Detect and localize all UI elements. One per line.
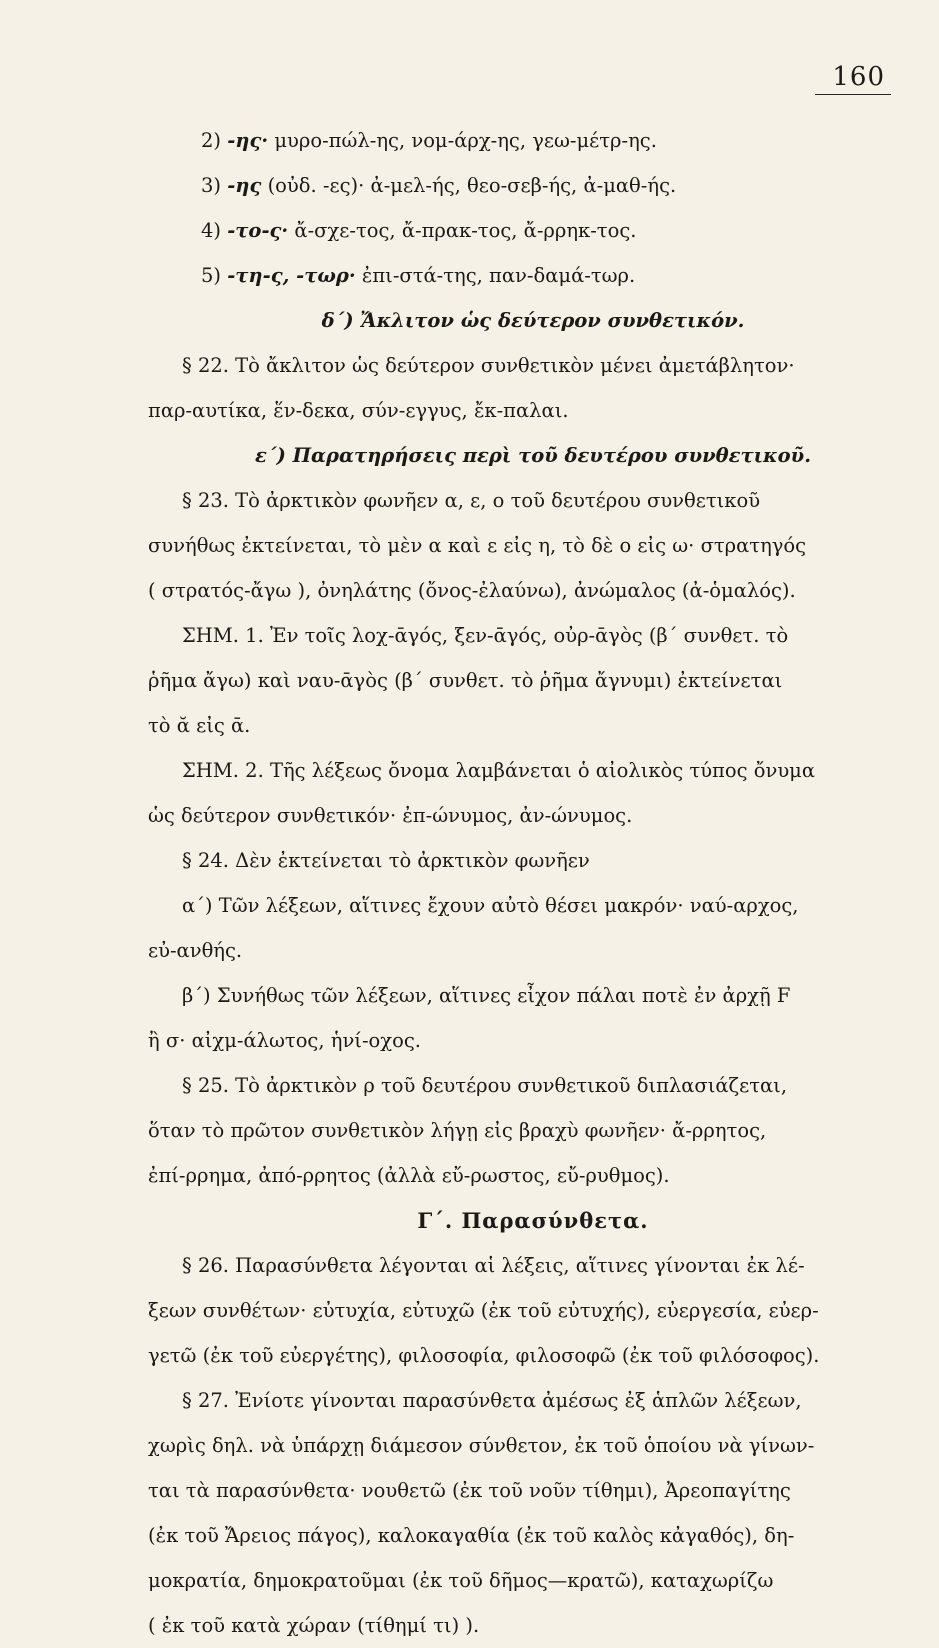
- paragraph-27-line: ( ἐκ τοῦ κατὰ χώραν (τίθημί τι) ).: [148, 1614, 480, 1637]
- line-label: 3): [201, 174, 228, 197]
- note-1-line: ῥῆμα ἄγω) καὶ ναυ-ᾱγὸς (β΄ συνθετ. τὸ ῥῆμα ἄγνυμι) ἐκτείνεται: [148, 669, 783, 692]
- note-2-line: ὡς δεύτερον συνθετικόν· ἐπ-ώνυμος, ἀν-ώνυμος.: [148, 804, 633, 827]
- line-text: ἄ-σχε-τος, ἄ-πρακ-τος, ἄ-ρρηκ-τος.: [288, 219, 637, 242]
- line-label: 4): [201, 219, 228, 242]
- paragraph-27-line: ται τὰ παρασύνθετα· νουθετῶ (ἐκ τοῦ νοῦν τίθημι), Ἀρεοπαγίτης: [148, 1479, 791, 1502]
- paragraph-23-line: ( στρατός-ἄγω ), ὀνηλάτης (ὄνος-ἐλαύνω), ἀνώμαλος (ἀ-ὁμαλός).: [148, 579, 796, 602]
- paragraph-26-line: γετῶ (ἐκ τοῦ εὐεργέτης), φιλοσοφία, φιλοσοφῶ (ἐκ τοῦ φιλόσοφος).: [148, 1344, 820, 1367]
- line-text: ἐπι-στά-της, παν-δαμά-τωρ.: [355, 264, 636, 287]
- paragraph-25-line: ὅταν τὸ πρῶτον συνθετικὸν λήγῃ εἰς βραχὺ φωνῆεν· ἄ-ρρητος,: [148, 1119, 767, 1142]
- paragraph-26-line: ξεων συνθέτων· εὐτυχία, εὐτυχῶ (ἐκ τοῦ εὐτυχής), εὐεργεσία, εὐερ-: [148, 1299, 819, 1322]
- paragraph-23-line: § 23. Τὸ ἀρκτικὸν φωνῆεν α, ε, ο τοῦ δευτέρου συνθετικοῦ: [182, 489, 761, 512]
- ending-line-4: [148, 208, 918, 253]
- page-text: [148, 118, 918, 1648]
- paragraph-27-line: (ἐκ τοῦ Ἄρειος πάγος), καλοκαγαθία (ἐκ τοῦ καλὸς κἀγαθός), δη-: [148, 1524, 795, 1547]
- subheading-delta: δ΄) Ἄκλιτον ὡς δεύτερον συνθετικόν.: [321, 309, 745, 332]
- ending-suffix: -ης: [227, 174, 262, 197]
- ending-line-2: [148, 118, 918, 163]
- paragraph-24-line: α΄) Τῶν λέξεων, αἵτινες ἔχουν αὐτὸ θέσει μακρόν· ναύ-αρχος,: [182, 894, 799, 917]
- paragraph-24-line: § 24. Δὲν ἐκτείνεται τὸ ἀρκτικὸν φωνῆεν: [182, 849, 590, 872]
- page-number: 160: [832, 62, 885, 92]
- line-text: (οὐδ. -ες)· ἀ-μελ-ής, θεο-σεβ-ής, ἀ-μαθ-ής.: [261, 174, 677, 197]
- line-label: 5): [201, 264, 228, 287]
- note-2-line: ΣΗΜ. 2. Τῆς λέξεως ὄνομα λαμβάνεται ὁ αἰολικὸς τύπος ὄνυμα: [182, 759, 816, 782]
- paragraph-26-line: § 26. Παρασύνθετα λέγονται αἱ λέξεις, αἵτινες γίνονται ἐκ λέ-: [182, 1254, 805, 1277]
- paragraph-24-line: εὐ-ανθής.: [148, 939, 243, 962]
- paragraph-24-line: β΄) Συνήθως τῶν λέξεων, αἵτινες εἶχον πάλαι ποτὲ ἐν ἀρχῇ F: [182, 984, 791, 1007]
- ending-line-5: [148, 253, 918, 298]
- line-text: μυρο-πώλ-ης, νομ-άρχ-ης, γεω-μέτρ-ης.: [268, 129, 657, 152]
- paragraph-23-line: συνήθως ἐκτείνεται, τὸ μὲν α καὶ ε εἰς η, τὸ δὲ ο εἰς ω· στρατηγός: [148, 534, 807, 557]
- ending-suffix: -τη-ς, -τωρ·: [227, 264, 356, 287]
- paragraph-22-line: § 22. Τὸ ἄκλιτον ὡς δεύτερον συνθετικὸν μένει ἀμετάβλητον·: [182, 354, 795, 377]
- paragraph-22-line: παρ-αυτίκα, ἕν-δεκα, σύν-εγγυς, ἔκ-παλαι.: [148, 399, 569, 422]
- ending-suffix: -το-ς·: [227, 219, 289, 242]
- ending-line-3: [148, 163, 918, 208]
- note-1-line: ΣΗΜ. 1. Ἐν τοῖς λοχ-ᾱγός, ξεν-ᾱγός, οὐρ-ᾱγὸς (β΄ συνθετ. τὸ: [182, 624, 789, 647]
- paragraph-25-line: ἐπί-ρρημα, ἀπό-ρρητος (ἀλλὰ εὔ-ρωστος, εὔ-ρυθμος).: [148, 1164, 670, 1187]
- paragraph-27-line: § 27. Ἐνίοτε γίνονται παρασύνθετα ἀμέσως ἐξ ἁπλῶν λέξεων,: [182, 1389, 802, 1412]
- ending-suffix: -ης·: [227, 129, 269, 152]
- line-label: 2): [201, 129, 228, 152]
- paragraph-27-line: μοκρατία, δημοκρατοῦμαι (ἐκ τοῦ δῆμος—κρατῶ), καταχωρίζω: [148, 1569, 774, 1592]
- paragraph-24-line: ἢ σ· αἰχμ-άλωτος, ἡνί-οχος.: [148, 1029, 421, 1052]
- page-number-rule: [815, 94, 891, 95]
- subheading-epsilon: ε΄) Παρατηρήσεις περὶ τοῦ δευτέρου συνθετικοῦ.: [254, 444, 812, 467]
- paragraph-27-line: χωρὶς δηλ. νὰ ὑπάρχῃ διάμεσον σύνθετον, ἐκ τοῦ ὁποίου νὰ γίνων-: [148, 1434, 815, 1457]
- paragraph-25-line: § 25. Τὸ ἀρκτικὸν ρ τοῦ δευτέρου συνθετικοῦ διπλασιάζεται,: [182, 1074, 788, 1097]
- section-title-gamma: Γ΄. Παρασύνθετα.: [417, 1208, 649, 1233]
- note-1-line: τὸ ᾰ εἰς ᾱ.: [148, 714, 251, 737]
